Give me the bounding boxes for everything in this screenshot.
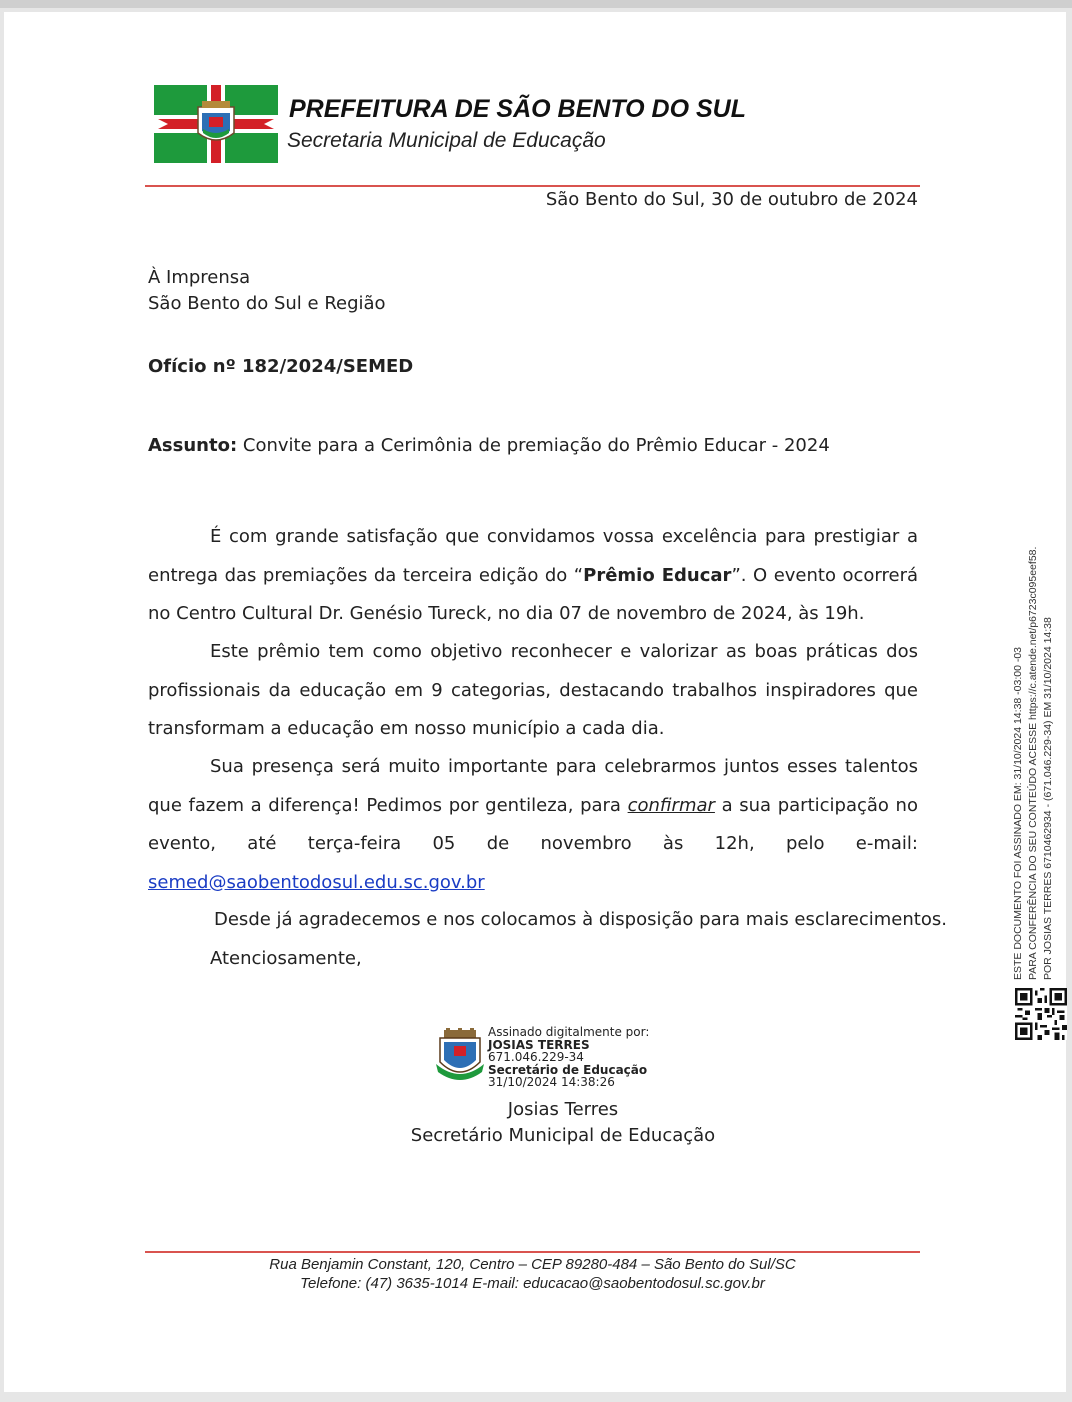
p3-text-b: a sua participação no evento, até terça-feira 05 de novembro às 12h, pelo e-mail:: [148, 794, 918, 854]
stamp-line-3: POR JOSIAS TERRES 6710462934 - (671.046.229-34) EM 31/10/2024 14:38: [1042, 617, 1054, 980]
date-line: São Bento do Sul, 30 de outubro de 2024: [545, 189, 918, 210]
signer-name: Josias Terres: [507, 1099, 619, 1120]
paragraph-1: [148, 518, 918, 634]
closing-thanks: Desde já agradecemos e nos colocamos à disposição para mais esclarecimentos.: [214, 909, 947, 930]
p3-text-a: Sua presença será muito importante para celebrarmos juntos esses talentos que fazem a diferença! Pedimos por gentileza, para: [148, 756, 918, 816]
municipal-flag-icon: [154, 85, 278, 163]
award-name: Prêmio Educar: [583, 564, 732, 586]
screen-top-bar: [0, 0, 1072, 8]
footer-address: Rua Benjamin Constant, 120, Centro – CEP 89280-484 – São Bento do Sul/SC: [269, 1256, 796, 1273]
stamp-line-1: ESTE DOCUMENTO FOI ASSINADO EM: 31/10/2024 14:38 -03:00 -03: [1012, 646, 1024, 980]
recipient-line-2: São Bento do Sul e Região: [148, 293, 386, 314]
header-rule: [145, 185, 920, 187]
municipal-seal-icon: [436, 1028, 484, 1084]
closing-regards: Atenciosamente,: [210, 948, 362, 969]
email-link[interactable]: semed@saobentodosul.edu.sc.gov.br: [148, 871, 485, 893]
stamp-line-2: PARA CONFERÊNCIA DO SEU CONTEÚDO ACESSE https://c.atende.net/p6723c095eef58.: [1027, 546, 1039, 980]
subject-text: Convite para a Cerimônia de premiação do Prêmio Educar - 2024: [237, 435, 830, 456]
header-subtitle: Secretaria Municipal de Educação: [287, 129, 606, 152]
footer-contact: Telefone: (47) 3635-1014 E-mail: educacao@saobentodosul.sc.gov.br: [300, 1275, 765, 1292]
p1-text-b: ”. O evento ocorrerá no Centro Cultural Dr. Genésio Tureck, no dia 07 de novembro de 2024, às 19h.: [148, 564, 918, 624]
digital-signature: [488, 1026, 649, 1089]
qr-code-icon[interactable]: [1015, 988, 1067, 1040]
subject-line: [148, 433, 830, 459]
signature-line-2: JOSIAS TERRES: [488, 1037, 590, 1052]
paragraph-3: [148, 748, 918, 902]
signature-line-4: Secretário de Educação: [488, 1062, 648, 1077]
letter-page: [4, 12, 1066, 1392]
p1-text-a: É com grande satisfação que convidamos vossa excelência para prestigiar a entrega das premiações da terceira edição do “: [148, 526, 918, 586]
footer-rule: [145, 1251, 920, 1253]
subject-label: Assunto:: [148, 435, 238, 456]
signature-line-5: 31/10/2024 14:38:26: [488, 1075, 615, 1089]
recipient-line-1: À Imprensa: [148, 267, 251, 288]
signature-line-1: Assinado digitalmente por:: [488, 1025, 650, 1039]
signature-line-3: 671.046.229-34: [488, 1050, 584, 1064]
digital-signature-stamp: [1011, 547, 1056, 980]
paragraph-2: Este prêmio tem como objetivo reconhecer e valorizar as boas práticas dos profissionais da educação em 9 categorias, destacando trabalhos inspiradores que transformam a educação em nosso município a cada dia.: [148, 641, 918, 739]
signer-role: Secretário Municipal de Educação: [410, 1125, 716, 1146]
reference-number: Ofício nº 182/2024/SEMED: [148, 356, 414, 377]
header-title: PREFEITURA DE SÃO BENTO DO SUL: [289, 95, 746, 123]
confirm-emphasis: confirmar: [627, 794, 715, 816]
